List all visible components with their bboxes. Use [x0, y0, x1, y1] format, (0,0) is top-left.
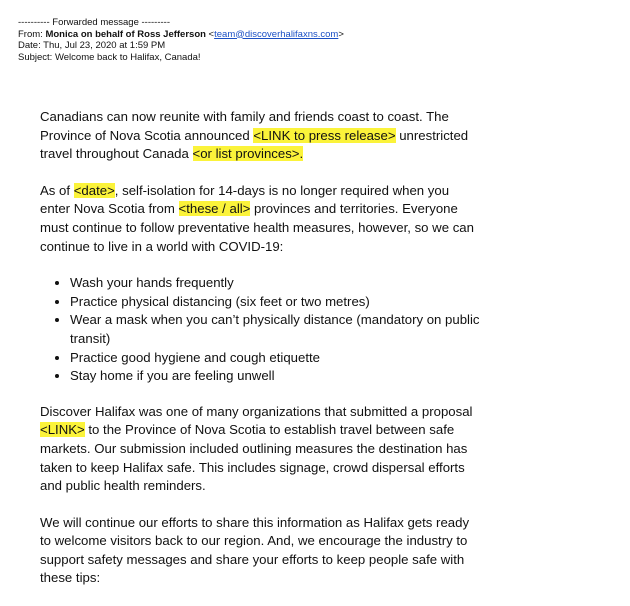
list-item: • Practice good hygiene and cough etiquette [70, 349, 480, 368]
from-label: From: [18, 28, 46, 40]
paragraph-1 [40, 108, 480, 164]
p1-text-2: unrestricted travel throughout Canada [40, 127, 469, 162]
from-line [18, 29, 344, 41]
list-item: • Wash your hands frequently [70, 274, 480, 293]
paragraph-2 [40, 182, 480, 256]
date-line: Date: Thu, Jul 23, 2020 at 1:59 PM [18, 40, 166, 52]
date-placeholder: <date> [73, 182, 115, 198]
paragraph-4: We will continue our efforts to share this information as Halifax gets ready to welcome visitors back to our region. And, we encourage the industry to support safety messages and share your efforts to keep people safe with these tips: [40, 514, 470, 586]
from-lt: < [205, 28, 215, 40]
from-name: Monica on behalf of Ross Jefferson [45, 28, 206, 40]
list-item: • Wear a mask when you can’t physically distance (mandatory on public transit) [70, 311, 480, 348]
forwarded-header [18, 17, 344, 63]
p1-text-1: Canadians can now reunite with family and friends coast to coast. The Province of Nova Scotia announced [40, 109, 449, 143]
from-gt: > [338, 28, 344, 40]
these-all-placeholder: <these / all> [178, 201, 251, 217]
p2-text-1: As of [40, 182, 74, 198]
list-item: • Stay home if you are feeling unwell [70, 367, 480, 386]
subject-line: Subject: Welcome back to Halifax, Canada! [18, 51, 201, 63]
paragraph-3 [40, 403, 480, 496]
p3-text-2: to the Province of Nova Scotia to establish travel between safe markets. Our submission included outlining measures the destination has taken to keep Halifax safe. This includes signage, crowd dispersal efforts and public health reminders. [40, 422, 468, 494]
forward-line: ---------- Forwarded message --------- [18, 17, 170, 28]
provinces-placeholder: <or list provinces>. [192, 146, 304, 162]
press-release-placeholder: <LINK to press release> [253, 127, 396, 143]
list-item: • Practice physical distancing (six feet or two metres) [70, 293, 480, 312]
p2-text-3: provinces and territories. Everyone must continue to follow preventative health measures, however, so we can continue to live in a world with COVID-19: [40, 201, 474, 254]
from-email-link[interactable]: team@discoverhalifaxns.com [214, 28, 339, 40]
email-body [40, 108, 480, 606]
health-measures-list [40, 274, 480, 386]
link-placeholder: <LINK> [40, 422, 85, 438]
p2-text-2: , self-isolation for 14-days is no longer required when you enter Nova Scotia from [40, 182, 450, 217]
p3-text-1: Discover Halifax was one of many organizations that submitted a proposal [40, 403, 473, 419]
